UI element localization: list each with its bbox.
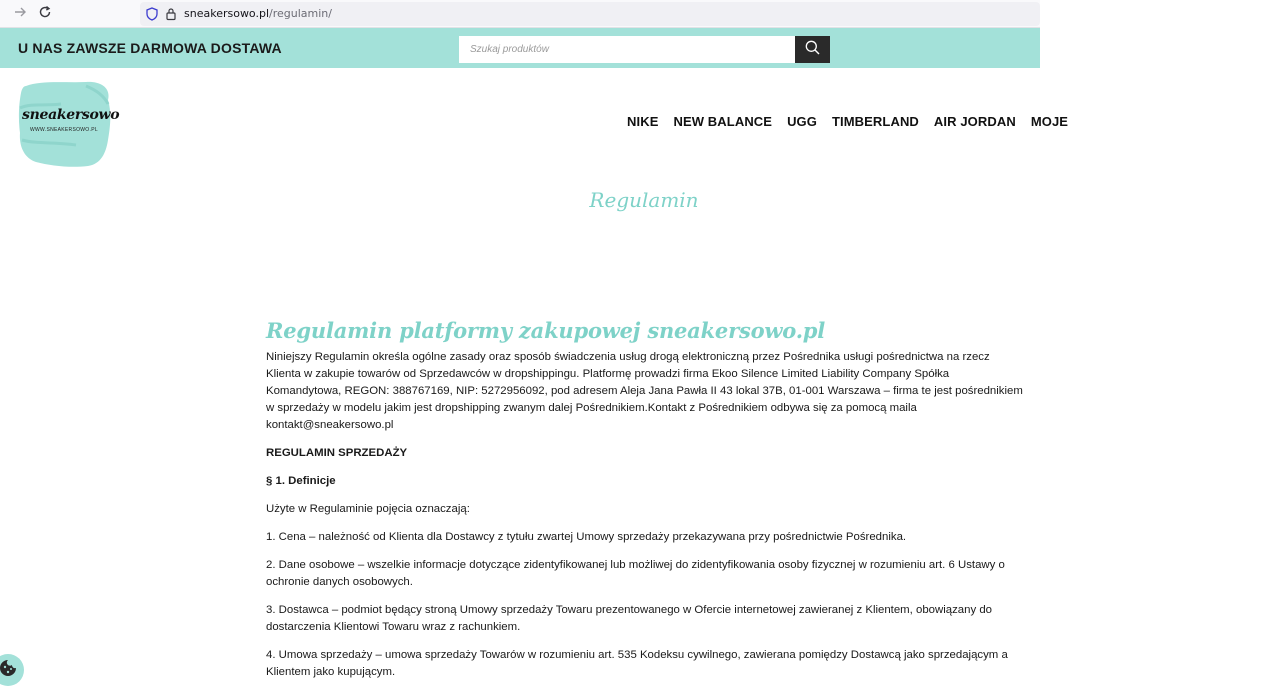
terms-intro: Użyte w Regulaminie pojęcia oznaczają: <box>266 503 470 515</box>
main-navigation <box>627 114 1068 129</box>
page-title: Regulamin <box>589 188 699 212</box>
search-icon <box>805 40 820 60</box>
top-bar <box>0 28 1040 68</box>
forward-button[interactable] <box>10 4 30 24</box>
address-bar[interactable] <box>140 2 1040 26</box>
nav-item-nike[interactable]: NIKE <box>627 114 659 129</box>
search-input[interactable] <box>459 36 796 63</box>
terms-heading: Regulamin platformy zakupowej sneakersowo.pl <box>266 318 826 343</box>
url-domain: sneakersowo.pl <box>184 7 270 20</box>
cookie-settings-button[interactable] <box>0 654 24 686</box>
terms-content <box>266 318 1026 692</box>
definition-item: 3. Dostawca – podmiot będący stroną Umowy sprzedaży Towaru prezentowanego w Ofercie internetowej zawieranej z Klientem, obowiązany do dostarczenia Klientowi Towaru wraz z rachunkiem. <box>266 604 992 633</box>
brush-stroke-logo-shape <box>16 78 114 168</box>
lock-icon[interactable] <box>165 7 177 26</box>
arrow-right-icon <box>13 5 27 24</box>
reload-button[interactable] <box>35 4 55 24</box>
nav-item-air-jordan[interactable]: AIR JORDAN <box>933 114 1016 129</box>
shield-icon[interactable] <box>146 7 158 26</box>
nav-item-timberland[interactable]: TIMBERLAND <box>831 114 919 129</box>
nav-item-ugg[interactable]: UGG <box>787 114 817 129</box>
browser-toolbar <box>0 0 1040 28</box>
definition-item: 1. Cena – należność od Klienta dla Dostawcy z tytułu zwartej Umowy sprzedaży przekazywana przy pośrednictwie Pośrednika. <box>266 531 907 543</box>
search-form <box>459 36 830 63</box>
url-path: /regulamin/ <box>269 7 332 20</box>
definition-item: 4. Umowa sprzedaży – umowa sprzedaży Towarów w rozumieniu art. 535 Kodeksu cywilnego, zawierana pomiędzy Dostawcą jako sprzedającym a Klientem jako kupującym. <box>266 649 1008 678</box>
nav-item-new-balance[interactable]: NEW BALANCE <box>673 114 773 129</box>
intro-paragraph: Niniejszy Regulamin określa ogólne zasady oraz sposób świadczenia usług drogą elektroniczną przez Pośrednika usługi pośrednictwa na rzecz Klienta w zakupie towarów od Sprzedawców w dropshippingu. Platformę prowadzi firma Ekoo Silence Limited Liability Company Spółka Komandytowa, REGON: 388767169, NIP: 5272956092, pod adresem Aleja Jana Pawła II 43 lokal 37B, 01-001 Warszawa – firma te jest pośrednikiem w sprzedaży w modelu jakim jest dropshipping zwanym dalej Pośrednikiem.Kontakt z Pośrednikiem odbywa się za pomocą maila kontakt@sneakersowo.pl <box>266 351 1023 431</box>
free-shipping-banner: U NAS ZAWSZE DARMOWA DOSTAWA <box>18 40 282 56</box>
logo-wordmark: sneakersowo <box>22 107 120 123</box>
logo-url: WWW.SNEAKERSOWO.PL <box>30 127 98 133</box>
cookie-icon <box>0 658 18 683</box>
search-button[interactable] <box>795 36 830 63</box>
section-title: REGULAMIN SPRZEDAŻY <box>266 447 408 459</box>
url-text <box>184 7 332 20</box>
reload-icon <box>38 5 52 24</box>
definition-item: 2. Dane osobowe – wszelkie informacje dotyczące zidentyfikowanej lub możliwej do zidentyfikowania osoby fizycznej w rozumieniu art. 6 Ustawy o ochronie danych osobowych. <box>266 559 1005 588</box>
site-logo[interactable] <box>16 78 120 168</box>
subsection-title: § 1. Definicje <box>266 475 336 487</box>
nav-item-moje[interactable]: MOJE <box>1030 114 1069 129</box>
